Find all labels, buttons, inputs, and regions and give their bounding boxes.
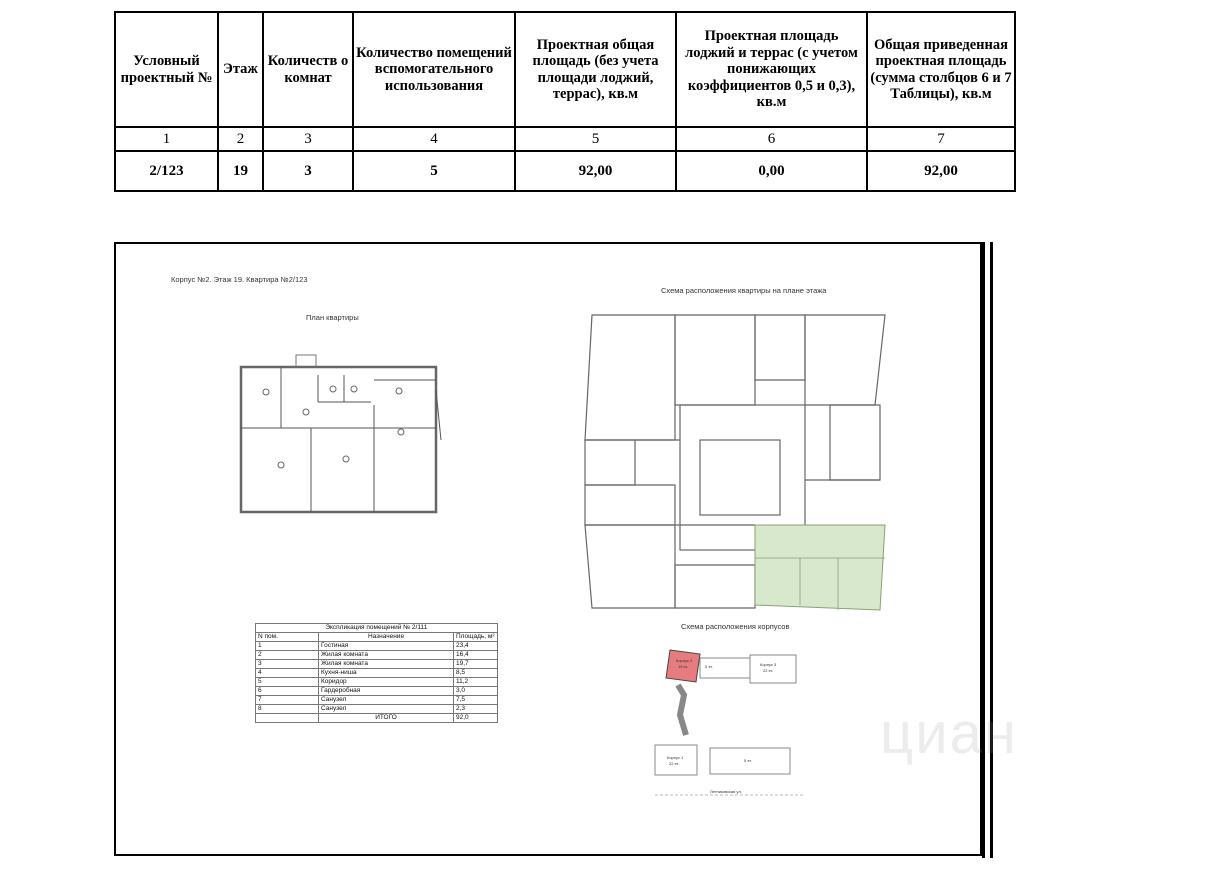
col-number: 5 [515, 127, 676, 151]
site-k1-label: Корпус 1 [667, 755, 684, 760]
site-k2-label: Корпус 2 [676, 658, 693, 663]
room-name: Гардеробная [319, 687, 454, 696]
value-aux-rooms: 5 [353, 151, 515, 191]
header-loggia-area: Проектная площадь лоджий и террас (с учетом понижающих коэффициентов 0,5 и 0,3), кв.м [676, 12, 867, 127]
site-section-label: 5 эт. [744, 758, 752, 763]
table-row [256, 669, 498, 678]
site-scheme-title: Схема расположения корпусов [681, 622, 790, 631]
col-number: 7 [867, 127, 1015, 151]
room-no: 3 [256, 660, 319, 669]
site-scheme [650, 640, 810, 800]
header-floor: Этаж [218, 12, 263, 127]
site-k1-floors: 22 эт. [669, 761, 680, 766]
apartment-plan [236, 350, 442, 520]
room-no: 5 [256, 678, 319, 687]
room-name: Жилая комната [319, 651, 454, 660]
value-rooms: 3 [263, 151, 353, 191]
total-row [256, 714, 498, 723]
value-number: 2/123 [115, 151, 218, 191]
floor-scheme [580, 310, 890, 615]
room-no: 7 [256, 696, 319, 705]
site-k3-label: Корпус 3 [760, 662, 777, 667]
room-name: Санузел [319, 696, 454, 705]
table-row [256, 651, 498, 660]
value-loggia-area: 0,00 [676, 151, 867, 191]
room-name: Коридор [319, 678, 454, 687]
floor-scheme-title: Схема расположения квартиры на плане этажа [661, 286, 827, 295]
sheet-caption: Корпус №2. Этаж 19. Квартира №2/123 [171, 275, 308, 284]
explication-col-name: Назначение [319, 633, 454, 642]
header-aux-rooms: Количество помещений вспомогательного использования [353, 12, 515, 127]
explication-title: Экспликация помещений № 2/111 [256, 624, 498, 633]
total-label: ИТОГО [319, 714, 454, 723]
room-area: 16,4 [454, 651, 498, 660]
col-number: 3 [263, 127, 353, 151]
value-floor: 19 [218, 151, 263, 191]
plan-title: План квартиры [306, 313, 359, 322]
room-no: 8 [256, 705, 319, 714]
table-row [256, 705, 498, 714]
room-name: Гостиная [319, 642, 454, 651]
table-row [256, 642, 498, 651]
room-area: 2,3 [454, 705, 498, 714]
room-name: Санузел [319, 705, 454, 714]
room-no: 6 [256, 687, 319, 696]
site-section-label: 5 эт. [705, 664, 713, 669]
watermark-logo: циан [880, 701, 1018, 766]
total-area: 92,0 [454, 714, 498, 723]
site-street-label: Летниковская ул. [710, 789, 742, 794]
header-number: Условный проектный № [115, 12, 218, 127]
explication-col-area: Площадь, м² [454, 633, 498, 642]
site-k3-floors: 22 эт. [763, 668, 774, 673]
site-k2-floors: 19 эт. [678, 664, 689, 669]
header-total-area: Проектная общая площадь (без учета площади лоджий, террас), кв.м [515, 12, 676, 127]
room-name: Жилая комната [319, 660, 454, 669]
col-number: 4 [353, 127, 515, 151]
room-name: Кухня-ниша [319, 669, 454, 678]
room-no: 2 [256, 651, 319, 660]
room-area: 23,4 [454, 642, 498, 651]
room-no: 4 [256, 669, 319, 678]
col-number: 6 [676, 127, 867, 151]
explication-table [255, 623, 498, 723]
table-row [256, 660, 498, 669]
value-total-area: 92,00 [515, 151, 676, 191]
table-row [256, 696, 498, 705]
col-number: 1 [115, 127, 218, 151]
room-area: 11,2 [454, 678, 498, 687]
table-row [256, 687, 498, 696]
col-number: 2 [218, 127, 263, 151]
room-area: 7,5 [454, 696, 498, 705]
room-area: 8,5 [454, 669, 498, 678]
room-no: 1 [256, 642, 319, 651]
room-area: 3,0 [454, 687, 498, 696]
value-reduced-area: 92,00 [867, 151, 1015, 191]
header-reduced-area: Общая приведенная проектная площадь (сумма столбцов 6 и 7 Таблицы), кв.м [867, 12, 1015, 127]
explication-col-no: N пом. [256, 633, 319, 642]
header-rooms: Количеств о комнат [263, 12, 353, 127]
table-row [256, 678, 498, 687]
room-area: 19,7 [454, 660, 498, 669]
apartment-spec-table [114, 11, 1016, 192]
